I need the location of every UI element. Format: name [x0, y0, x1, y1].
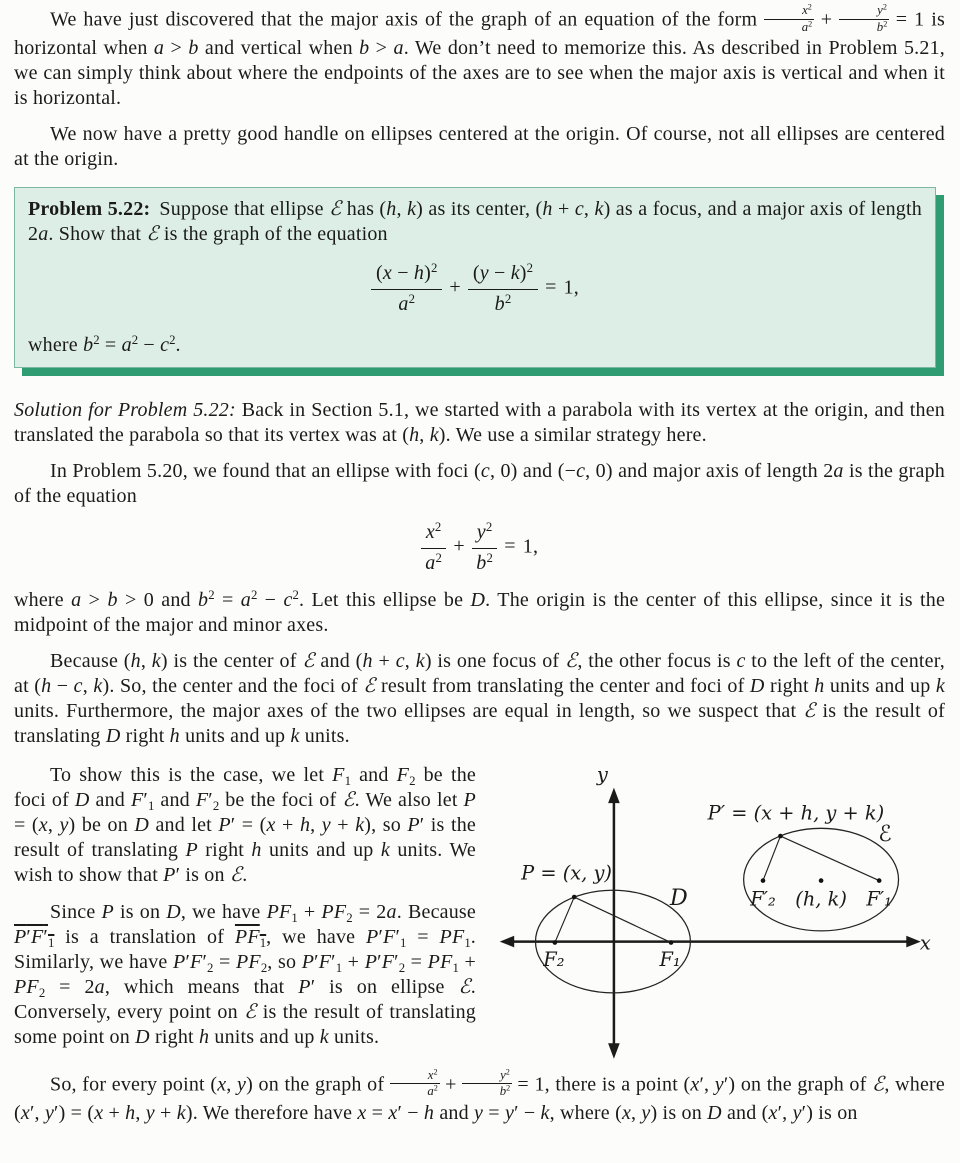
problem-label: Problem 5.22: [28, 197, 151, 220]
segment-pprime-to-f2prime [763, 836, 780, 881]
y-axis-bottom-arrow-icon [608, 1043, 620, 1058]
column-paragraph-1: To show this is the case, we let $F_1$ and $F_2$ be the foci of D and $F'_1$ and $F'_2$ be the foci of ℰ. We also let P = (x, y) be on D and let P′ = (x + h, y + k), so P′ is the result of translating P right h units and up k units. We wish to show that P′ is on ℰ. [14, 763, 477, 886]
focus-f1-label: F₁ [659, 947, 681, 971]
intro-paragraph-1: We have just discovered that the major axis of the graph of an equation of the form $\frac{x^2}{a^2}$ + $\frac{y^2}{b^2}$ = 1 is horizontal when a > b and vertical when b > a. We don’t need to memorize this. As described in Problem 5.21, we can simply think about where the endpoints of the axes are to see when the major axis is vertical and when it is horizontal. [14, 2, 945, 109]
focus-f2-label: F₂ [543, 947, 565, 971]
solution-paragraph-3: where a > b > 0 and $b^2 = a^2 - c^2$. Let this ellipse be D. The origin is the center of this ellipse, since it is the midpoint of the major and minor axes. [14, 587, 946, 636]
focus-f1prime-dot [877, 878, 882, 883]
segment-p-to-f2 [555, 897, 574, 943]
x-axis-left-arrow-icon [500, 936, 515, 948]
problem-equation: $\frac{(x - h)^2}{a^2}$ + $\frac{(y - k)^2}{b^2}$ = 1, [28, 261, 922, 317]
point-pprime-label: P′ = (x + h, y + k) [707, 801, 885, 825]
y-axis-label: y [596, 762, 608, 786]
solution-paragraph-4: Because (h, k) is the center of ℰ and (h + c, k) is one focus of ℰ, the other focus is c to the left of the center, at (h − c, k). So, the center and the foci of ℰ result from translating the center and foci of D right h units and up k units. Furthermore, the major axes of the two ellipses are equal in length, so we suspect that ℰ is the result of translating D right h units and up k units. [14, 649, 945, 747]
left-text-column [14, 763, 476, 1071]
focus-f2prime-label: F′₂ [750, 887, 776, 911]
two-column-section [14, 763, 945, 1071]
focus-f2prime-dot [761, 878, 766, 883]
center-hk-dot [819, 878, 824, 883]
segment-pprime-to-f1prime [780, 836, 879, 881]
solution-equation: $\frac{x^2}{a^2}$ + $\frac{y^2}{b^2}$ = 1, [14, 520, 945, 576]
focus-f1prime-label: F′₁ [866, 887, 892, 911]
ellipse-translation-figure [490, 763, 945, 1064]
problem-box [14, 187, 936, 368]
solution-lead-paragraph: Solution for Problem 5.22: Back in Section 5.1, we started with a parabola with its vertex at the origin, and then translated the parabola so that its vertex was at (h, k). We use a similar strategy here. [14, 398, 945, 446]
focus-f1-dot [669, 940, 674, 945]
intro-paragraph-2: We now have a pretty good handle on ellipses centered at the origin. Of course, not all ellipses are centered at the origin. [14, 122, 945, 170]
column-paragraph-2: Since P is on D, we have $PF_1 + PF_2 = 2a$. Because $P'F'_1$ is a translation of $PF_1$, we have $P'F'_1 = PF_1$. Similarly, we have $P'F'_2 = PF_2$, so $P'F'_1 + P'F'_2 = PF_1 + PF_2 = 2a$, which means that P′ is on ellipse ℰ. Conversely, every point on ℰ is the result of translating some point on D right h units and up k units. [14, 900, 476, 1048]
problem-where-clause: where $b^2 = a^2 - c^2$. [28, 332, 181, 356]
ellipse-e-label: ℰ [878, 820, 892, 847]
point-pprime-dot [778, 834, 783, 839]
center-hk-label: (h, k) [795, 887, 847, 911]
problem-statement [28, 197, 922, 247]
problem-statement-text: Suppose that ellipse ℰ has (h, k) as its center, (h + c, k) as a focus, and a major axis of length 2a. Show that ℰ is the graph of the equation [28, 197, 922, 245]
ellipse-d-label: D [669, 884, 688, 911]
solution-paragraph-2: In Problem 5.20, we found that an ellipse with foci (c, 0) and (−c, 0) and major axis of length 2a is the graph of the equation [14, 459, 945, 507]
closing-paragraph: So, for every point (x, y) on the graph of $\frac{x^2}{a^2}$ + $\frac{y^2}{b^2}$ = 1, there is a point (x′, y′) on the graph of ℰ, where (x′, y′) = (x + h, y + k). We therefore have x = x′ − h and y = y′ − k, where (x, y) is on D and (x′, y′) is on [14, 1067, 945, 1124]
y-axis-top-arrow-icon [608, 787, 620, 802]
figure-column [490, 763, 945, 1071]
x-axis-label: x [919, 931, 931, 955]
point-p-dot [572, 895, 577, 900]
focus-f2-dot [553, 940, 558, 945]
segment-p-to-f1 [574, 897, 671, 943]
x-axis-right-arrow-icon [906, 936, 921, 948]
point-p-label: P = (x, y) [521, 861, 612, 885]
